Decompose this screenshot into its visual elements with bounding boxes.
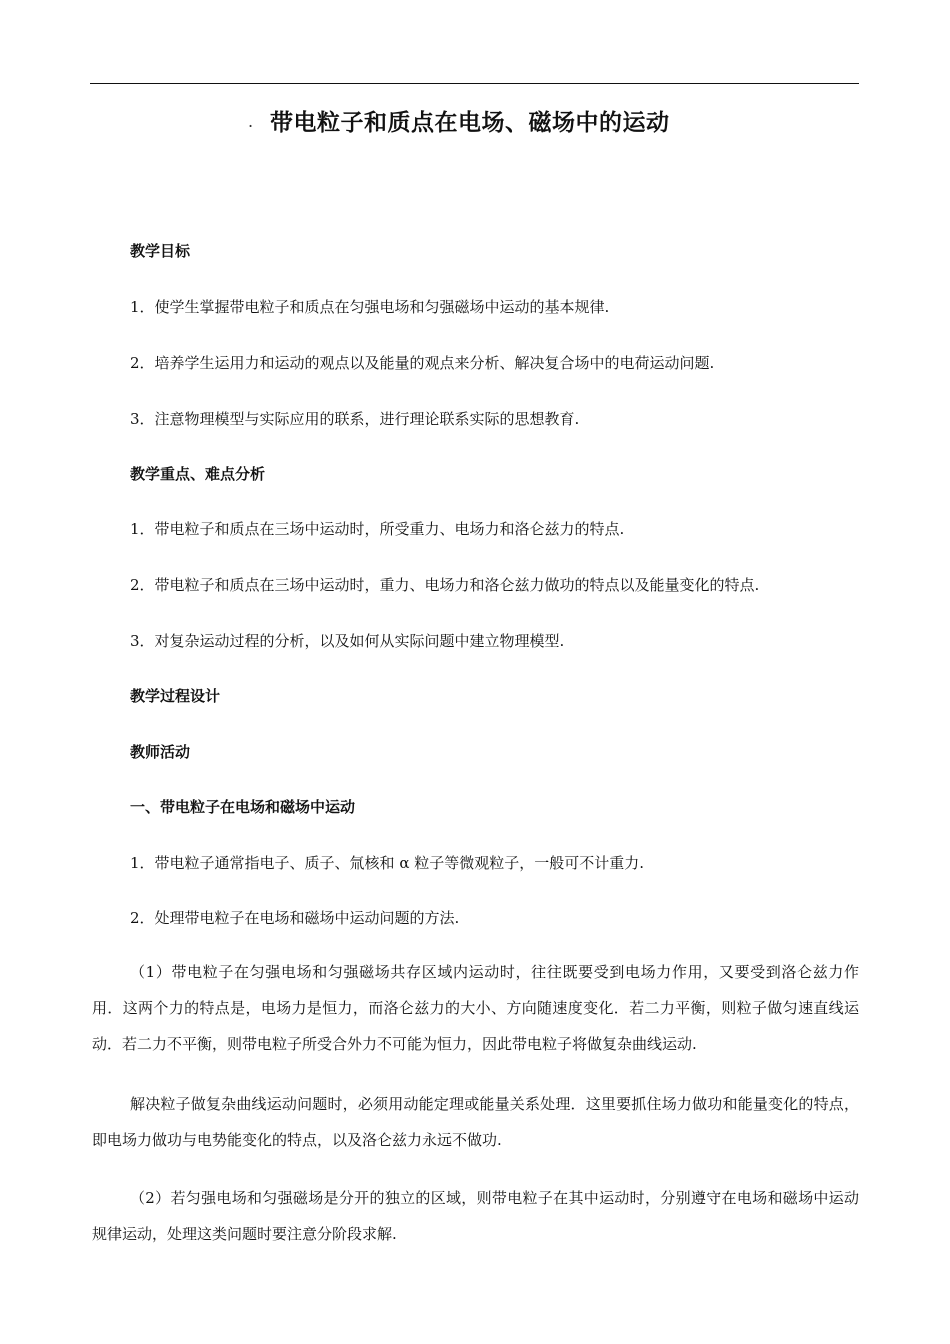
heading-key-points: 教学重点、难点分析: [130, 465, 266, 483]
goal-item-3: 3．注意物理模型与实际应用的联系，进行理论联系实际的思想教育.: [130, 410, 580, 428]
goal-item-2: 2．培养学生运用力和运动的观点以及能量的观点来分析、解决复合场中的电荷运动问题.: [130, 354, 715, 372]
paragraph-1: （1）带电粒子在匀强电场和匀强磁场共存区域内运动时，往往既要受到电场力作用，又要受到洛仑兹力作用．这两个力的特点是，电场力是恒力，而洛仑兹力的大小、方向随速度变化．若二力平衡，则粒子做匀速直线运动．若二力不平衡，则带电粒子所受合外力不可能为恒力，因此带电粒子将做复杂曲线运动.: [92, 963, 859, 1053]
paragraph-2: 解决粒子做复杂曲线运动问题时，必须用动能定理或能量关系处理．这里要抓住场力做功和能量变化的特点，即电场力做功与电势能变化的特点，以及洛仑兹力永远不做功.: [92, 1095, 859, 1149]
key-point-item-1: 1．带电粒子和质点在三场中运动时，所受重力、电场力和洛仑兹力的特点.: [130, 520, 625, 538]
page-title: 带电粒子和质点在电场、磁场中的运动: [270, 110, 670, 136]
heading-goals: 教学目标: [130, 242, 191, 260]
goal-item-1: 1．使学生掌握带电粒子和质点在匀强电场和匀强磁场中运动的基本规律.: [130, 298, 610, 316]
heading-teacher-activity: 教师活动: [130, 743, 191, 761]
key-point-item-3: 3．对复杂运动过程的分析，以及如何从实际问题中建立物理模型.: [130, 632, 565, 650]
process-item-1: 1．带电粒子通常指电子、质子、氚核和 α 粒子等微观粒子，一般可不计重力.: [130, 854, 644, 872]
heading-part-one: 一、带电粒子在电场和磁场中运动: [130, 798, 356, 816]
process-item-2: 2．处理带电粒子在电场和磁场中运动问题的方法.: [130, 909, 460, 927]
heading-process: 教学过程设计: [130, 687, 221, 705]
key-point-item-2: 2．带电粒子和质点在三场中运动时，重力、电场力和洛仑兹力做功的特点以及能量变化的特点.: [130, 576, 760, 594]
title-marker: .: [248, 112, 254, 131]
paragraph-3: （2）若匀强电场和匀强磁场是分开的独立的区域，则带电粒子在其中运动时，分别遵守在电场和磁场中运动规律运动，处理这类问题时要注意分阶段求解.: [92, 1189, 859, 1243]
header-rule: [90, 83, 859, 84]
